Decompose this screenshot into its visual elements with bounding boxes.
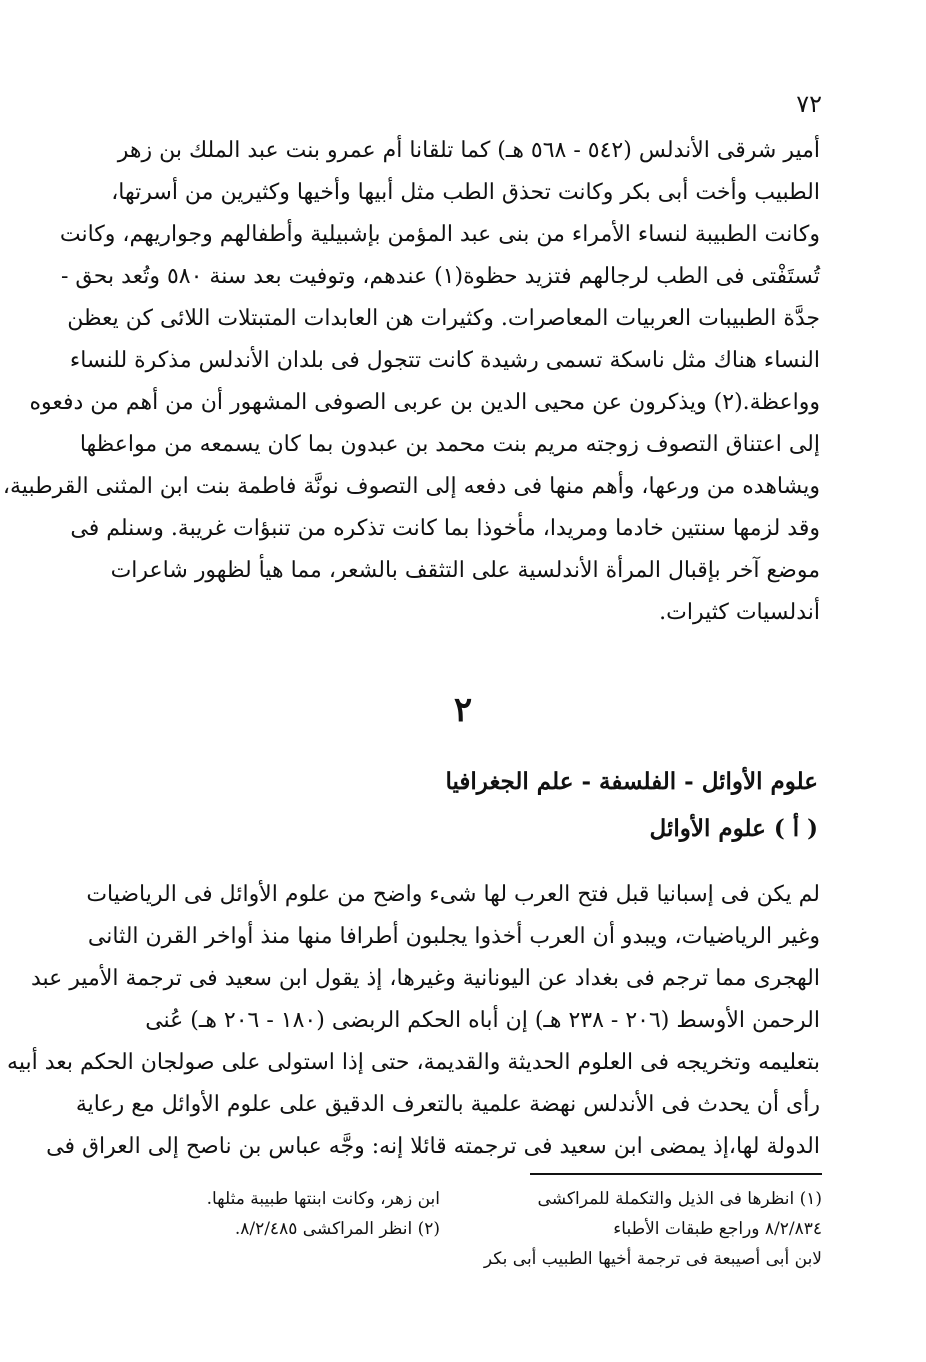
paragraph-line: الدولة لها،إذ يمضى ابن سعيد فى ترجمته قائلا إنه: وجَّه عباس بن ناصح إلى العراق فى — [46, 1134, 820, 1159]
paragraph-line: الطبيب وأخت أبى بكر وكانت تحذق الطب مثل أبيها وأخيها وكثيرين من أسرتها، — [111, 180, 820, 205]
paragraph-ancient-sciences — [7, 874, 820, 1168]
paragraph-line: لم يكن فى إسبانيا قبل فتح العرب لها شىء واضح من علوم الأوائل فى الرياضيات — [86, 882, 820, 907]
footnote-line: ابن زهر، وكانت ابنتها طبيبة مثلها. — [206, 1189, 440, 1209]
footnotes-right-column — [470, 1184, 822, 1274]
paragraph-line: وقد لزمها سنتين خادما ومريدا، مأخوذا بما كانت تذكره من تنبؤات غريبة. وسنلم فى — [70, 516, 820, 541]
paragraph-line: وواعظة.(٢) ويذكرون عن محيى الدين بن عربى الصوفى المشهور أن من أهم من دفعوه — [29, 390, 820, 415]
page-number: ٧٢ — [796, 90, 822, 118]
paragraph-line: أمير شرقى الأندلس (٥٤٢ - ٥٦٨ هـ) كما تلقانا أم عمرو بنت عبد الملك بن زهر — [117, 138, 820, 163]
footnote-line: لابن أبى أصيبعة فى ترجمة أخيها الطبيب أبى بكر — [483, 1249, 822, 1269]
paragraph-line: أندلسيات كثيرات. — [659, 600, 820, 625]
paragraph-women-andalus — [2, 130, 820, 634]
footnote-line: (١) انظرها فى الذيل والتكملة للمراكشى — [537, 1189, 822, 1209]
footnote-line: (٢) انظر المراكشى ٨/٢/٤٨٥. — [234, 1219, 440, 1239]
section-heading: علوم الأوائل - الفلسفة - علم الجغرافيا — [445, 768, 818, 795]
paragraph-line: رأى أن يحدث فى الأندلس نهضة علمية بالتعرف الدقيق على علوم الأوائل مع رعاية — [75, 1092, 820, 1117]
footnote-divider — [530, 1173, 822, 1175]
paragraph-line: بتعليمه وتخريجه فى العلوم الحديثة والقديمة، حتى إذا استولى على صولجان الحكم بعد أبيه — [7, 1050, 820, 1075]
chapter-number: ٢ — [453, 690, 473, 730]
footnote-line: ٨/٢/٨٣٤ وراجع طبقات الأطباء — [613, 1219, 822, 1239]
paragraph-line: إلى اعتناق التصوف زوجته مريم بنت محمد بن عبدون بما كان يسمعه من مواعظها — [79, 432, 820, 457]
subsection-heading: ( أ ) علوم الأوائل — [649, 815, 818, 842]
paragraph-line: وغير الرياضيات، ويبدو أن العرب أخذوا يجلبون أطرافا منها منذ أواخر القرن الثانى — [87, 924, 820, 949]
paragraph-line: وكانت الطبيبة لنساء الأمراء من بنى عبد المؤمن بإشبيلية وأطفالهم وجواريهم، وكانت — [59, 222, 820, 247]
paragraph-line: النساء هناك مثل ناسكة تسمى رشيدة كانت تتجول فى بلدان الأندلس مذكرة للنساء — [69, 348, 820, 373]
paragraph-line: تُستَفْتى فى الطب لرجالهم فتزيد حظوة(١) عندهم، وتوفيت بعد سنة ٥٨٠ وتُعد بحق - — [60, 264, 820, 289]
paragraph-line: الرحمن الأوسط (٢٠٦ - ٢٣٨ هـ) إن أباه الحكم الربضى (١٨٠ - ٢٠٦ هـ) عُنى — [145, 1008, 820, 1033]
paragraph-line: جدَّة الطبيبات العربيات المعاصرات. وكثيرات هن العابدات المتبتلات اللائى كن يعظن — [67, 306, 820, 331]
paragraph-line: ويشاهده من ورعها، وأهم منها فى دفعه إلى التصوف نونَّة فاطمة بنت ابن المثنى القرطبية، — [2, 474, 820, 499]
footnotes-left-column — [140, 1184, 440, 1244]
paragraph-line: الهجرى مما ترجم فى بغداد عن اليونانية وغيرها، إذ يقول ابن سعيد فى ترجمة الأمير عبد — [30, 966, 820, 991]
paragraph-line: موضع آخر بإقبال المرأة الأندلسية على التثقف بالشعر، مما هيأ لظهور شاعرات — [110, 558, 820, 583]
